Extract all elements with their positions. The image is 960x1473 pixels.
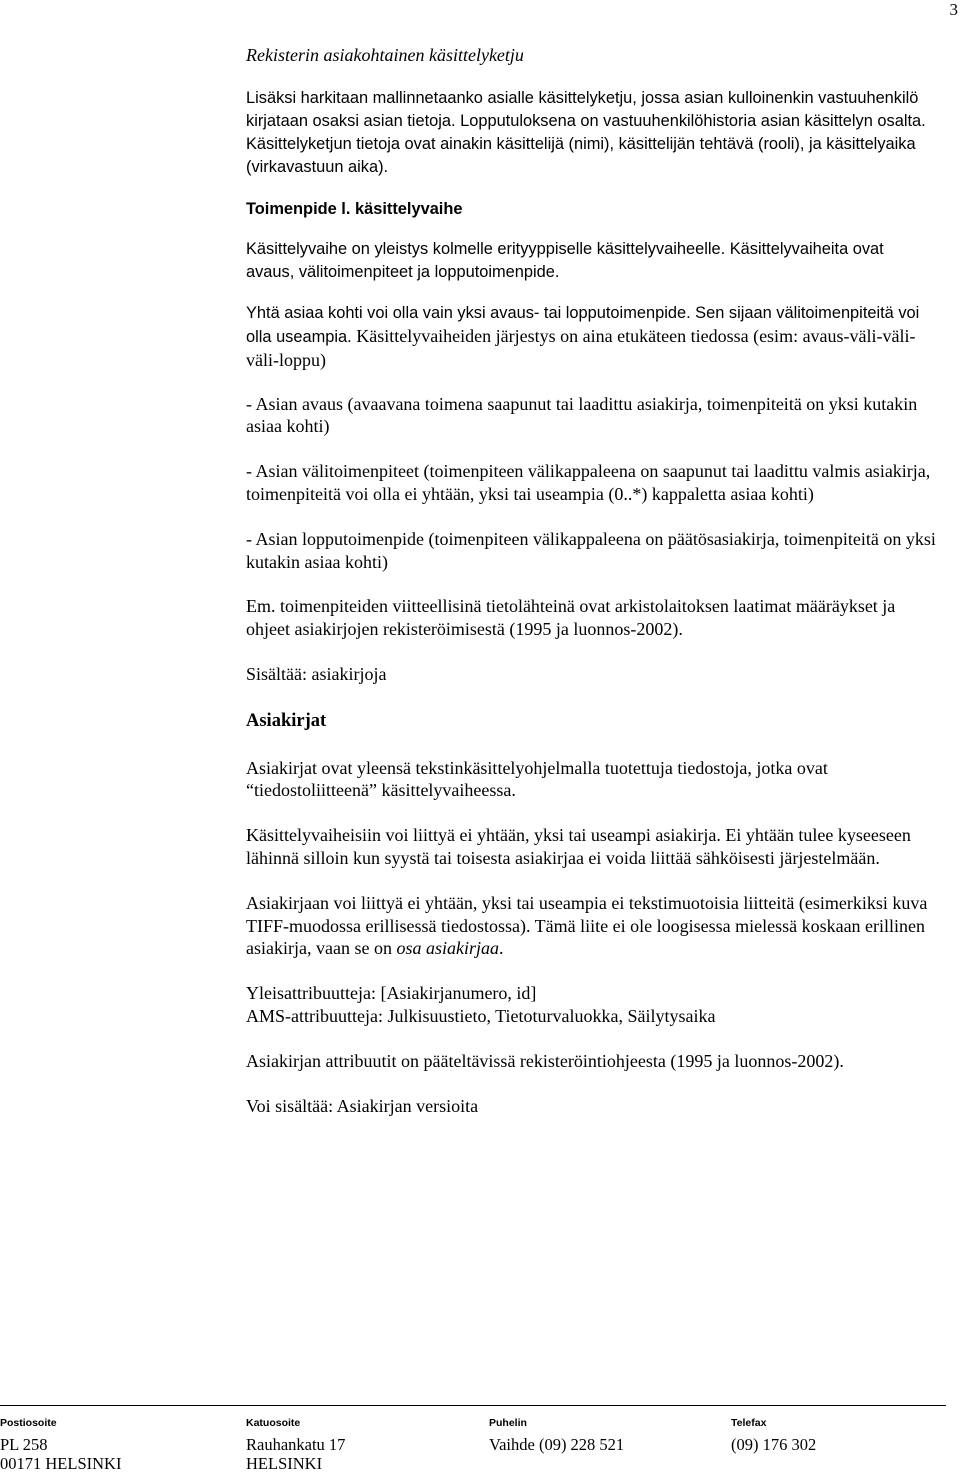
footer-postiosoite-line2: 00171 HELSINKI [0, 1454, 122, 1473]
footer-puhelin [489, 1416, 624, 1454]
footer-label-postiosoite: Postiosoite [0, 1417, 57, 1429]
footer-label-telefax: Telefax [731, 1417, 767, 1429]
page-number: 3 [949, 0, 958, 19]
footer-postiosoite-line1: PL 258 [0, 1435, 48, 1454]
sisaltaa-asiakirjoja: Sisältää: asiakirjoja [246, 663, 387, 684]
footer-katuosoite [246, 1416, 345, 1473]
kasittelyvaihe-paragraph: Käsittelyvaihe on yleistys kolmelle erityyppiselle käsittelyvaiheelle. Käsittelyvaiheita ovat avaus, välitoimenpiteet ja lopputoimenpide. [246, 239, 884, 281]
document-body [246, 44, 936, 1117]
bullet-avaus: - Asian avaus (avaavana toimena saapunut tai laadittu asiakirja, toimenpiteitä on yksi kutakin asiaa kohti) [246, 393, 918, 437]
yhta-asiaa-serif-text: Käsittelyvaiheiden järjestys on aina etukäteen tiedossa (esim: avaus-väli-väli-väli-loppu) [246, 325, 916, 370]
footer-telefax-line1: (09) 176 302 [731, 1435, 817, 1454]
kasittelyvaiheisiin-paragraph: Käsittelyvaiheisiin voi liittyä ei yhtään, yksi tai useampi asiakirja. Ei yhtään tulee kyseeseen lähinnä silloin kun syystä tai toisesta asiakirjaa ei voida liittää sähköisesti järjestelmään. [246, 825, 911, 868]
footer-katuosoite-line1: Rauhankatu 17 [246, 1435, 346, 1454]
yleisattribuutteja: Yleisattribuutteja: [Asiakirjanumero, id] [246, 983, 537, 1004]
footer-postiosoite [0, 1416, 121, 1473]
attribuutit-paragraph: Asiakirjan attribuutit on pääteltävissä rekisteröintiohjeesta (1995 ja luonnos-2002). [246, 1050, 844, 1071]
asiakirjat-heading: Asiakirjat [246, 710, 327, 731]
yhta-asiaa-paragraph [246, 301, 936, 372]
page-footer [0, 1405, 946, 1473]
footer-divider [0, 1405, 946, 1406]
em-paragraph: Em. toimenpiteiden viitteellisinä tietolähteinä ovat arkistolaitoksen laatimat määräykset ja ohjeet asiakirjojen rekisteröimisestä (1995 ja luonnos-2002). [246, 596, 896, 640]
footer-label-katuosoite: Katuosoite [246, 1417, 301, 1429]
bullet-valitoimenpiteet: - Asian välitoimenpiteet (toimenpiteen välikappaleena on saapunut tai laadittu valmis asiakirja, toimenpiteitä voi olla ei yhtään, yksi tai useampia (0..*) kappaletta asiaa kohti) [246, 461, 931, 504]
yhta-asiaa-sans-text: Yhtä asiaa kohti voi olla vain yksi avaus- tai lopputoimenpide. Sen sijaan välitoimenpiteitä voi olla useampia. [246, 303, 920, 346]
ams-attribuutteja: AMS-attribuutteja: Julkisuustieto, Tietoturvaluokka, Säilytysaika [246, 1005, 716, 1026]
osa-asiakirjaa-emphasis: osa asiakirjaa [396, 938, 499, 959]
footer-katuosoite-line2: HELSINKI [246, 1454, 323, 1473]
footer-label-puhelin: Puhelin [489, 1417, 527, 1429]
footer-telefax [731, 1416, 816, 1454]
toimenpide-heading: Toimenpide l. käsittelyvaihe [246, 199, 463, 218]
asiakirjaan-text: Asiakirjaan voi liittyä ei yhtään, yksi tai useampia ei tekstimuotoisia liitteitä (esimerkiksi kuva TIFF-muodossa erillisessä tiedostossa). Tämä liite ei ole loogisessa mielessä koskaan erillinen asiakirja, vaan se on [246, 892, 928, 959]
footer-puhelin-line1: Vaihde (09) 228 521 [489, 1435, 625, 1454]
bullet-lopputoimenpide: - Asian lopputoimenpide (toimenpiteen välikappaleena on päätösasiakirja, toimenpiteitä on yksi kutakin asiaa kohti) [246, 528, 936, 572]
asiakirjaan-paragraph [246, 892, 936, 960]
intro-paragraph: Lisäksi harkitaan mallinnetaanko asialle käsittelyketju, jossa asian kulloinenkin vastuuhenkilö kirjataan osaksi asian tietoja. Lopputuloksena on vastuuhenkilöhistoria asian käsittelyn osalta. Käsittelyketjun tietoja ovat ainakin käsittelijä (nimi), käsittelijän tehtävä (rooli), ja käsittelyaika (virkavastuun aika). [246, 88, 926, 176]
voi-sisaltaa: Voi sisältää: Asiakirjan versioita [246, 1095, 479, 1116]
asiakirjat-paragraph: Asiakirjat ovat yleensä tekstinkäsittelyohjelmalla tuotettuja tiedostoja, jotka ovat “tiedostoliitteenä” käsittelyvaiheessa. [246, 757, 828, 801]
asiakirjaan-end: . [498, 938, 504, 959]
section-title: Rekisterin asiakohtainen käsittelyketju [246, 45, 524, 65]
